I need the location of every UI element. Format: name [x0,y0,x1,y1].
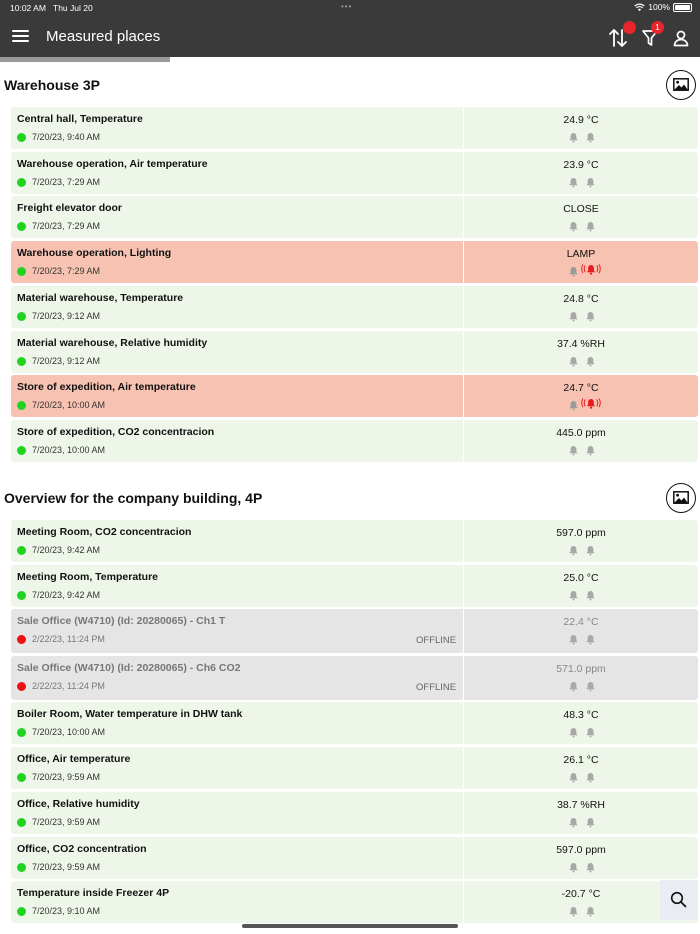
measurement-value: 24.8 °C [563,292,599,305]
measurement-time: 7/20/23, 9:12 AM [32,355,101,366]
menu-button[interactable] [12,30,29,43]
status-time: 10:02 AM Thu Jul 20 [10,3,93,13]
section-title: Overview for the company building, 4P [4,490,263,506]
bell-icon [568,443,579,454]
alarm-bells [564,309,598,321]
nav-bar [0,16,700,57]
measurement-value: 597.0 ppm [556,527,606,539]
connection-status-dot [17,682,26,691]
measurement-name: Sale Office (W4710) (Id: 20280065) - Ch1 T [17,615,226,628]
measurement-value: 23.9 °C [563,158,599,171]
measurement-row[interactable] [11,520,698,562]
alarm-bells [564,443,598,455]
sort-indicator-dot [623,21,636,34]
bell-icon [585,588,596,599]
measurement-time: 7/20/23, 9:59 AM [32,816,101,827]
measurement-name: Boiler Room, Water temperature in DHW tank [17,708,243,721]
measurement-time: 2/22/23, 11:24 PM [32,634,105,645]
connection-status-dot [17,178,26,187]
measurement-value: 25.0 °C [563,571,599,584]
measurement-value: 37.4 %RH [557,337,605,350]
measurement-name: Material warehouse, Temperature [17,291,184,304]
measurement-name: Temperature inside Freezer 4P [17,887,170,900]
status-bar [0,0,700,16]
measurement-value: 571.0 ppm [556,662,606,675]
measurement-row[interactable] [11,107,698,149]
measurement-name: Warehouse operation, Lighting [17,247,172,260]
measurement-name: Store of expedition, Air temperature [17,381,196,394]
page-title: Measured places [46,28,161,45]
bell-icon [568,175,579,186]
alarm-bells [564,904,598,916]
bell-icon [585,130,596,141]
measurement-name: Office, Relative humidity [17,797,140,810]
bell-icon [568,904,579,915]
alarm-bells [564,632,598,644]
connection-status-dot [17,818,26,827]
connection-status-dot [17,357,26,366]
measurement-value: 22.4 °C [563,616,599,629]
measurement-value: 26.1 °C [563,754,599,767]
bell-icon [585,309,596,320]
measurement-value: 38.7 %RH [557,798,605,811]
ringing-bell-icon [580,397,602,410]
alarm-bells [564,770,598,782]
measurement-name: Office, Air temperature [17,753,131,766]
measurement-value: 597.0 ppm [556,843,606,856]
measurement-value: 24.7 °C [563,382,599,395]
bell-icon [585,815,596,826]
measurement-row[interactable] [11,609,698,653]
measurement-time: 7/20/23, 7:29 AM [32,266,101,277]
alarm-bells [564,679,598,691]
connection-status-dot [17,591,26,600]
bell-icon [568,725,579,736]
battery-icon [673,3,692,12]
measurement-time: 7/20/23, 9:40 AM [32,132,101,142]
alarm-bells [564,588,598,600]
measurement-value: 48.3 °C [563,709,599,722]
search-icon [670,891,687,908]
bell-icon [568,309,579,320]
measurement-time: 7/20/23, 9:42 AM [32,545,101,555]
alarm-bells [564,264,598,276]
measurement-name: Meeting Room, CO2 concentracion [17,526,192,538]
measurement-time: 7/20/23, 10:00 AM [32,727,106,738]
measurement-time: 7/20/23, 9:12 AM [32,310,101,321]
alarm-bells [564,175,598,187]
alarm-bells [564,543,598,555]
measurement-row[interactable] [11,196,698,238]
bell-icon [585,904,596,915]
measurement-row[interactable] [11,286,698,328]
bell-icon [568,543,579,554]
bell-icon [568,398,579,409]
image-icon [673,491,689,504]
connection-status-dot [17,773,26,782]
measurement-value: LAMP [566,248,596,261]
connection-status-dot [17,546,26,555]
connection-status-dot [17,267,26,276]
connection-status-dot [17,907,26,916]
search-button[interactable] [660,880,698,920]
connection-status-dot [17,446,26,455]
measurement-name: Store of expedition, CO2 concentracion [17,425,215,438]
alarm-bells [564,725,598,737]
measurement-row[interactable] [11,837,698,879]
measurement-value: -20.7 °C [561,888,601,901]
measurement-row[interactable] [11,747,698,789]
bell-icon [568,588,579,599]
bell-icon [585,219,596,230]
measurement-name: Meeting Room, Temperature [17,570,158,583]
connection-status-dot [17,863,26,872]
measurement-time: 7/20/23, 7:29 AM [32,176,101,187]
loading-progress-bar [0,57,170,62]
bell-icon [568,770,579,781]
bell-icon [585,175,596,186]
offline-label: OFFLINE [416,635,457,647]
measurement-time: 7/20/23, 9:10 AM [32,906,101,917]
alarm-bells [564,219,598,231]
measurement-name: Material warehouse, Relative humidity [17,336,208,349]
bell-icon [568,815,579,826]
measurement-row[interactable] [11,241,698,283]
multitask-dots[interactable]: ••• [341,2,353,11]
bell-icon [585,443,596,454]
alarm-bells [564,354,598,366]
measurement-row[interactable] [11,656,698,700]
connection-status-dot [17,222,26,231]
measurement-value: 445.0 ppm [556,426,606,439]
connection-status-dot [17,401,26,410]
offline-label: OFFLINE [416,681,457,693]
bell-icon [568,130,579,141]
alarm-bells [564,130,598,142]
measurement-row[interactable] [11,152,698,194]
bell-icon [585,354,596,365]
user-icon [669,26,693,50]
connection-status-dot [17,312,26,321]
bell-icon [568,860,579,871]
measurement-row[interactable] [11,420,698,462]
connection-status-dot [17,728,26,737]
ringing-bell-icon [580,263,602,276]
user-button[interactable] [669,26,693,50]
measurement-row[interactable] [11,792,698,834]
measurement-time: 7/20/23, 9:42 AM [32,589,101,600]
measurement-name: Central hall, Temperature [17,113,143,125]
measurement-time: 7/20/23, 9:59 AM [32,861,101,872]
measurement-row[interactable] [11,331,698,373]
connection-status-dot [17,133,26,142]
home-indicator[interactable] [242,924,458,928]
bell-icon [568,354,579,365]
measurement-name: Warehouse operation, Air temperature [17,157,208,170]
battery-percent: 100% [648,2,670,12]
measurement-time: 2/22/23, 11:24 PM [32,680,105,691]
measurement-time: 7/20/23, 10:00 AM [32,444,106,455]
bell-icon [568,264,579,275]
image-icon [673,78,689,91]
alarm-bells [564,398,598,410]
bell-icon [585,725,596,736]
measurement-row[interactable] [11,702,698,744]
connection-status-dot [17,635,26,644]
section-image-button[interactable] [666,70,696,100]
measurement-name: Sale Office (W4710) (Id: 20280065) - Ch6 CO2 [17,661,241,674]
bell-icon [568,679,579,690]
bell-icon [585,679,596,690]
bell-icon [585,543,596,554]
section-image-button[interactable] [666,483,696,513]
bell-icon [568,219,579,230]
measurement-time: 7/20/23, 10:00 AM [32,400,106,411]
measurement-time: 7/20/23, 7:29 AM [32,221,101,232]
measurement-name: Office, CO2 concentration [17,842,147,855]
measurement-name: Freight elevator door [17,202,123,215]
measurement-row[interactable] [11,881,698,923]
wifi-icon [634,3,645,12]
bell-icon [585,632,596,643]
bell-icon [568,632,579,643]
alarm-bells [564,815,598,827]
hamburger-icon [12,30,29,32]
bell-icon [585,860,596,871]
measurement-value: 24.9 °C [563,114,599,126]
measurement-time: 7/20/23, 9:59 AM [32,772,101,783]
alarm-bells [564,860,598,872]
measurement-row[interactable] [11,375,698,417]
measurement-value: CLOSE [563,203,599,216]
filter-count-badge: 1 [651,21,664,34]
status-right [634,2,692,12]
bell-icon [585,770,596,781]
measurement-row[interactable] [11,565,698,607]
section-title: Warehouse 3P [4,77,100,93]
